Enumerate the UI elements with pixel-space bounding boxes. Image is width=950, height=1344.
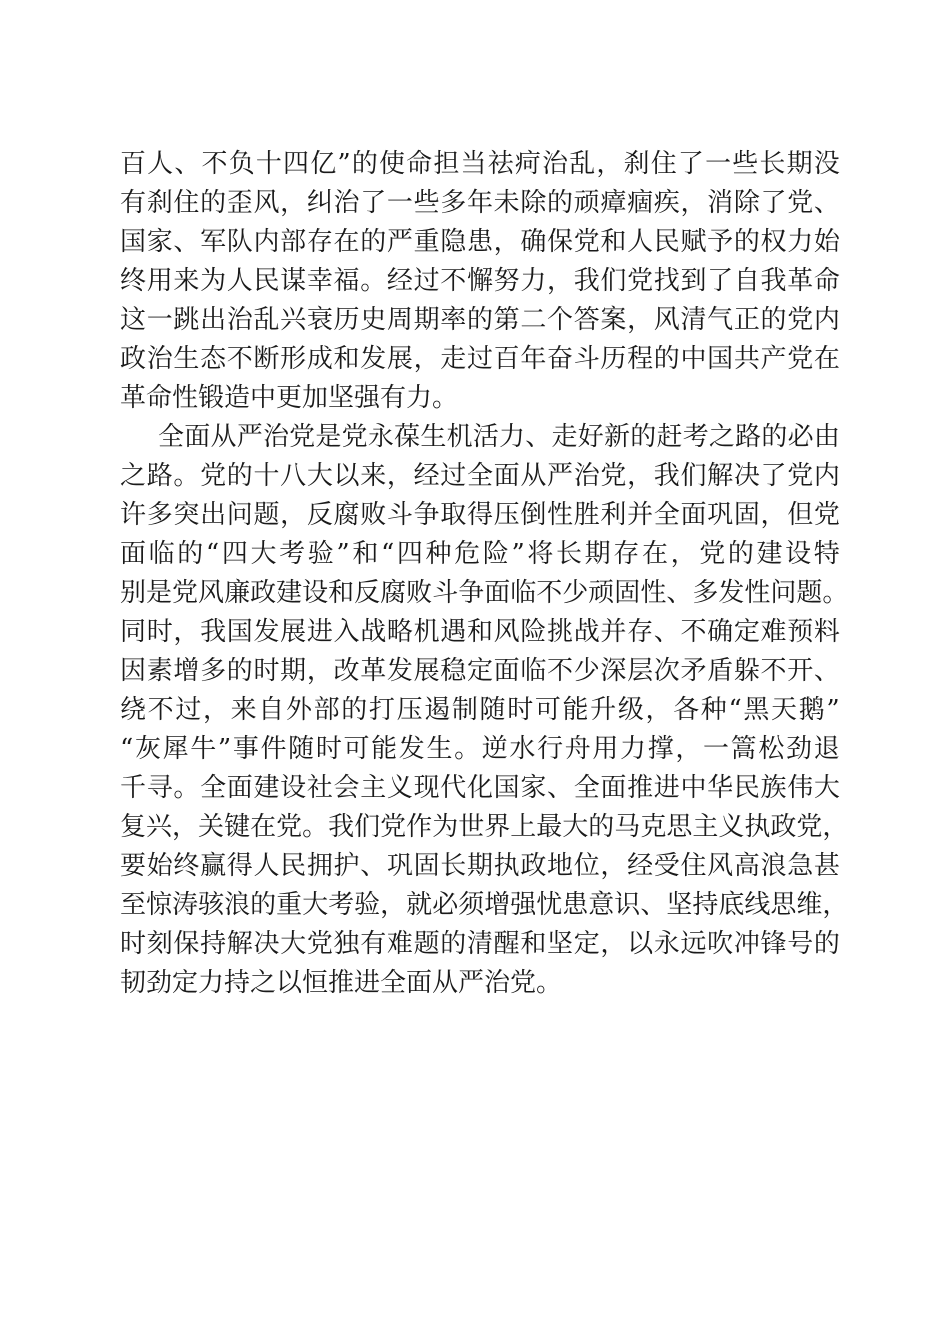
text-line: 别 是 党 风 廉 政 建 设 和 反 腐 败 斗 争 面 临 不 少 顽 固 性 、 多 发 性 问 题 。 — [120, 578, 849, 608]
text-line: 百 人 、 不 负 十 四 亿 ” 的 使 命 担 当 祛 疴 治 乱 ， 刹 住 了 一 些 长 期 没 — [120, 149, 840, 179]
text-line: 面 临 的 “ 四 大 考 验 ” 和 “ 四 种 危 险 ” 将 长 期 存 在 ， 党 的 建 设 特 — [120, 539, 840, 569]
text-line: 千 寻 。 全 面 建 设 社 会 主 义 现 代 化 国 家 、 全 面 推 进 中 华 民 族 伟 大 — [120, 773, 840, 803]
text-line: 复 兴 ， 关 键 在 党 。 我 们 党 作 为 世 界 上 最 大 的 马 克 思 主 义 执 政 党 ， — [120, 812, 849, 842]
paragraph-2 — [120, 418, 849, 1003]
text-line: 终 用 来 为 人 民 谋 幸 福 。 经 过 不 懈 努 力 ， 我 们 党 找 到 了 自 我 革 命 — [120, 266, 840, 296]
text-line: 要 始 终 赢 得 人 民 拥 护 、 巩 固 长 期 执 政 地 位 ， 经 受 住 风 高 浪 急 甚 — [120, 851, 840, 881]
text-line: 有 刹 住 的 歪 风 ， 纠 治 了 一 些 多 年 未 除 的 顽 瘴 痼 疾 ， 消 除 了 党 、 — [120, 188, 840, 218]
text-line: 革命性锻造中更加坚强有力。 — [120, 383, 459, 413]
text-line: 这 一 跳 出 治 乱 兴 衰 历 史 周 期 率 的 第 二 个 答 案 ， 风 清 气 正 的 党 内 — [120, 305, 840, 335]
text-line: 全 面 从 严 治 党 是 党 永 葆 生 机 活 力 、 走 好 新 的 赶 考 之 路 的 必 由 — [158, 422, 840, 452]
text-line: 因 素 增 多 的 时 期 ， 改 革 发 展 稳 定 面 临 不 少 深 层 次 矛 盾 躲 不 开 、 — [120, 656, 840, 686]
text-line: 韧劲定力持之以恒推进全面从严治党。 — [120, 968, 563, 998]
text-line: 至 惊 涛 骇 浪 的 重 大 考 验 ， 就 必 须 增 强 忧 患 意 识 、 坚 持 底 线 思 维 ， — [120, 890, 849, 920]
text-line: 同 时 ， 我 国 发 展 进 入 战 略 机 遇 和 风 险 挑 战 并 存 、 不 确 定 难 预 料 — [120, 617, 840, 647]
text-line: 绕 不 过 ， 来 自 外 部 的 打 压 遏 制 随 时 可 能 升 级 ， 各 种 “ 黑 天 鹅 ” — [120, 695, 840, 725]
text-line: 许 多 突 出 问 题 ， 反 腐 败 斗 争 取 得 压 倒 性 胜 利 并 全 面 巩 固 ， 但 党 — [120, 500, 840, 530]
text-line: 时 刻 保 持 解 决 大 党 独 有 难 题 的 清 醒 和 坚 定 ， 以 永 远 吹 冲 锋 号 的 — [120, 929, 840, 959]
text-line: 政 治 生 态 不 断 形 成 和 发 展 ， 走 过 百 年 奋 斗 历 程 的 中 国 共 产 党 在 — [120, 344, 840, 374]
text-line: “ 灰 犀 牛 ” 事 件 随 时 可 能 发 生 。 逆 水 行 舟 用 力 撑 ， 一 篙 松 劲 退 — [120, 734, 840, 764]
text-line: 之 路 。 党 的 十 八 大 以 来 ， 经 过 全 面 从 严 治 党 ， 我 们 解 决 了 党 内 — [120, 461, 840, 491]
text-line: 国 家 、 军 队 内 部 存 在 的 严 重 隐 患 ， 确 保 党 和 人 民 赋 予 的 权 力 始 — [120, 227, 840, 257]
paragraph-1 — [120, 145, 840, 418]
body-text — [120, 145, 849, 1003]
